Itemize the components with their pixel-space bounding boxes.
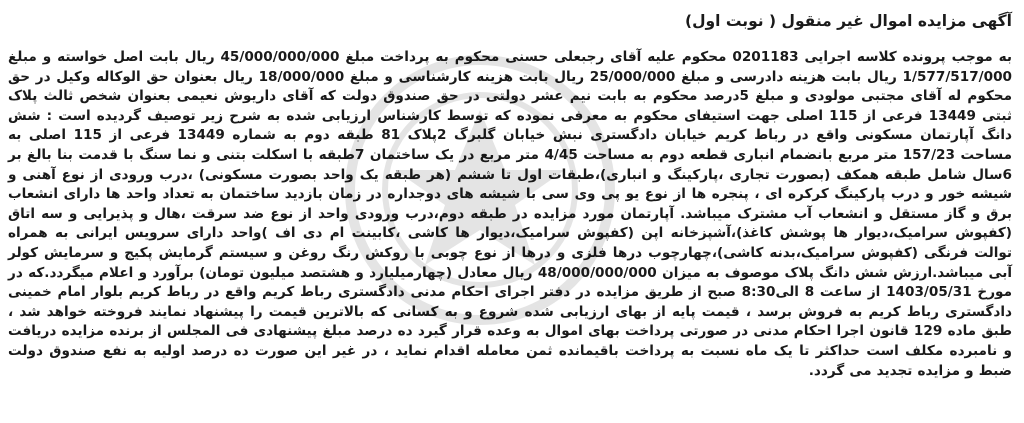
notice-title: آگهی مزایده اموال غیر منقول ( نوبت اول) bbox=[684, 12, 1012, 30]
notice-body: به موجب پرونده کلاسه اجرایی 0201183 محکوم علیه آقای رجبعلی حسنی محکوم به پرداخت مبلغ 45/000/000/000 ریال بابت اصل خواسته و مبلغ 1/577/517/000 ریال بابت هزینه دادرسی و مبلغ 25/000/000 ریال بابت هزینه کارشناسی و مبلغ 18/000/000 ریال بعنوان حق الوکاله وکیل در حق محکوم له آقای مجتبی مولودی و مبلغ 5درصد محکوم به بابت نیم عشر دولتی در حق صندوق دولت که آقای داریوش نعیمی بعنوان شخص ثالث پلاک ثبتی 13449 فرعی از 115 اصلی جهت استیفای محکوم به معرفی نموده که توسط کارشناس ارزیابی شده به شرح زیر توصیف گردیده است : شش دانگ آپارتمان مسکونی واقع در رباط کریم خیابان دادگستری نبش خیابان گلبرگ 2پلاک 81 طبقه دوم به شماره 13449 فرعی از 115 اصلی به مساحت 157/23 متر مربع بانضمام انباری قطعه دوم به مساحت 4/45 متر مربع در یک ساختمان 7طبقه با اسکلت بتنی و نما سنگ با قدمت بنا بالغ بر 6سال شامل طبقه همکف (بصورت تجاری ،پارکینگ و انباری)،طبقات اول تا ششم (هر طبقه یک واحد بصورت مسکونی) ،درب ورودی از نوع آهنی و شیشه خور و درب پارکینگ کرکره ای ، پنجره ها از نوع یو پی وی سی با شیشه های دوجداره در زمان بازدید ساختمان به تعداد واحد ها دارای انشعاب برق و گاز مستقل و انشعاب آب مشترک میباشد. آپارتمان مورد مزایده در طبقه دوم،درب ورودی واحد از نوع ضد سرقت ،هال و پذیرایی و سه اتاق (کفپوش سرامیک،دیوار ها پوشش کاغذ)،آشپزخانه اپن (کفپوش سرامیک،دیوار ها کاشی ،کابینت ام دی اف )واحد دارای سرویس ایرانی به همراه توالت فرنگی (کفپوش سرامیک،بدنه کاشی)،چهارچوب درها فلزی و درها از نوع چوبی با روکش رنگ روغن و سیستم گرمایش پکیج و سرمایش کولر آبی میباشد.ارزش شش دانگ پلاک موصوف به میزان 48/000/000/000 ریال معادل (چهارمیلیارد و هشتصد میلیون تومان) برآورد و اعلام میگردد.که در مورخ 1403/05/31 از ساعت 8 الی8:30 صبح از طریق مزایده در دفتر اجرای احکام مدنی دادگستری رباط کریم واقع در رباط کریم بلوار امام خمینی دادگستری رباط کریم به فروش برسد ، قیمت پایه از بهای ارزیابی شده شروع و به کسانی که بالاترین قیمت را پیشنهاد نمایند فروخته خواهد شد ، طبق ماده 129 قانون اجرا احکام مدنی در صورتی پرداخت بهای اموال به وعده قرار گیرد ده درصد مبلغ پیشنهادی فی المجلس از برنده مزایده دریافت و نامبرده مکلف است حداکثر تا یک ماه نسبت به پرداخت باقیمانده ثمن معامله اقدام نماید ، در غیر این صورت ده درصد اولیه به نفع صندوق دولت ضبط و مزایده تجدید می گردد. bbox=[8, 49, 1013, 379]
